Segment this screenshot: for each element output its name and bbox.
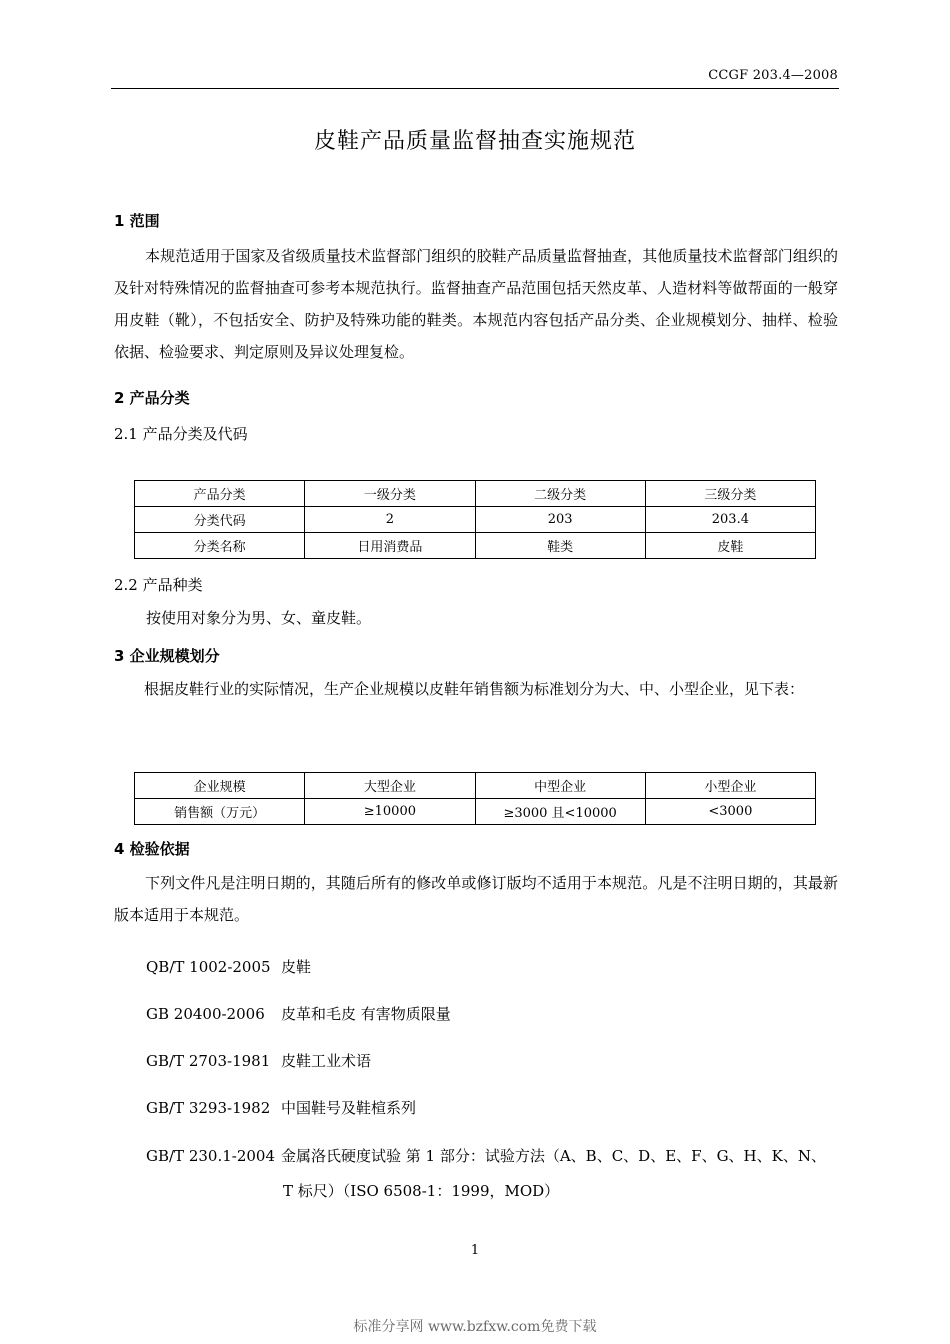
table-cell: 二级分类	[475, 481, 645, 507]
reference-code: GB 20400-2006	[146, 1005, 265, 1023]
table-cell: 一级分类	[305, 481, 475, 507]
table-row	[135, 481, 816, 507]
table-cell: 203.4	[645, 507, 815, 533]
product-classification-table	[134, 480, 816, 559]
reference-title: 金属洛氏硬度试验 第 1 部分：试验方法（A、B、C、D、E、F、G、H、K、N、	[281, 1147, 826, 1165]
table-cell: 203	[475, 507, 645, 533]
section-1-paragraph: 本规范适用于国家及省级质量技术监督部门组织的胶鞋产品质量监督抽查，其他质量技术监督部门组织的及针对特殊情况的监督抽查可参考本规范执行。监督抽查产品范围包括天然皮革、人造材料等做帮面的一般穿用皮鞋（靴），不包括安全、防护及特殊功能的鞋类。本规范内容包括产品分类、企业规模划分、抽样、检验依据、检验要求、判定原则及异议处理复检。	[114, 247, 838, 361]
section-2-heading: 2 产品分类	[114, 389, 190, 407]
table-cell: 皮鞋	[645, 533, 815, 559]
section-3-paragraph: 根据皮鞋行业的实际情况，生产企业规模以皮鞋年销售额为标准划分为大、中、小型企业，见下表：	[144, 680, 805, 698]
reference-code: GB/T 3293-1982	[146, 1099, 271, 1117]
reference-title: 皮鞋	[281, 958, 312, 976]
page-number: 1	[470, 1243, 480, 1258]
footer-watermark: 标准分享网 www.bzfxw.com免费下载	[353, 1319, 597, 1335]
table-row	[135, 533, 816, 559]
reference-code: GB/T 2703-1981	[146, 1052, 271, 1070]
section-1-heading: 1 范围	[114, 212, 160, 230]
table-cell: 分类名称	[135, 533, 305, 559]
section-4-paragraph: 下列文件凡是注明日期的，其随后所有的修改单或修订版均不适用于本规范。凡是不注明日期的，其最新版本适用于本规范。	[114, 874, 838, 924]
reference-item	[146, 1097, 416, 1118]
reference-item	[146, 1050, 371, 1071]
table-cell: 小型企业	[645, 773, 815, 799]
section-2-2-paragraph: 按使用对象分为男、女、童皮鞋。	[146, 609, 372, 627]
reference-title: 皮革和毛皮 有害物质限量	[281, 1005, 451, 1023]
reference-item	[146, 1145, 838, 1166]
table-cell: 分类代码	[135, 507, 305, 533]
table-row	[135, 799, 816, 825]
section-2-2-heading: 2.2 产品种类	[114, 576, 203, 594]
reference-item	[146, 1003, 451, 1024]
table-row	[135, 773, 816, 799]
table-cell: 企业规模	[135, 773, 305, 799]
table-cell: 销售额（万元）	[135, 799, 305, 825]
header-rule	[111, 88, 839, 89]
table-cell: 三级分类	[645, 481, 815, 507]
section-3-heading: 3 企业规模划分	[114, 647, 220, 665]
table-cell: 大型企业	[305, 773, 475, 799]
reference-code: GB/T 230.1-2004	[146, 1147, 276, 1165]
reference-title-continuation: T 标尺）（ISO 6508-1：1999，MOD）	[283, 1182, 560, 1200]
table-cell: 日用消费品	[305, 533, 475, 559]
reference-item	[146, 956, 311, 977]
section-2-1-heading: 2.1 产品分类及代码	[114, 425, 248, 443]
enterprise-scale-table	[134, 772, 816, 825]
table-row	[135, 507, 816, 533]
section-4-heading: 4 检验依据	[114, 840, 190, 858]
document-code: CCGF 203.4—2008	[708, 68, 838, 83]
table-cell: 2	[305, 507, 475, 533]
table-cell: ≥3000 且<10000	[475, 799, 645, 825]
table-cell: <3000	[645, 799, 815, 825]
page-title: 皮鞋产品质量监督抽查实施规范	[313, 129, 636, 154]
table-cell: 产品分类	[135, 481, 305, 507]
reference-title: 皮鞋工业术语	[281, 1052, 372, 1070]
table-cell: 中型企业	[475, 773, 645, 799]
reference-code: QB/T 1002-2005	[146, 958, 271, 976]
reference-title: 中国鞋号及鞋楦系列	[281, 1099, 417, 1117]
table-cell: ≥10000	[305, 799, 475, 825]
table-cell: 鞋类	[475, 533, 645, 559]
